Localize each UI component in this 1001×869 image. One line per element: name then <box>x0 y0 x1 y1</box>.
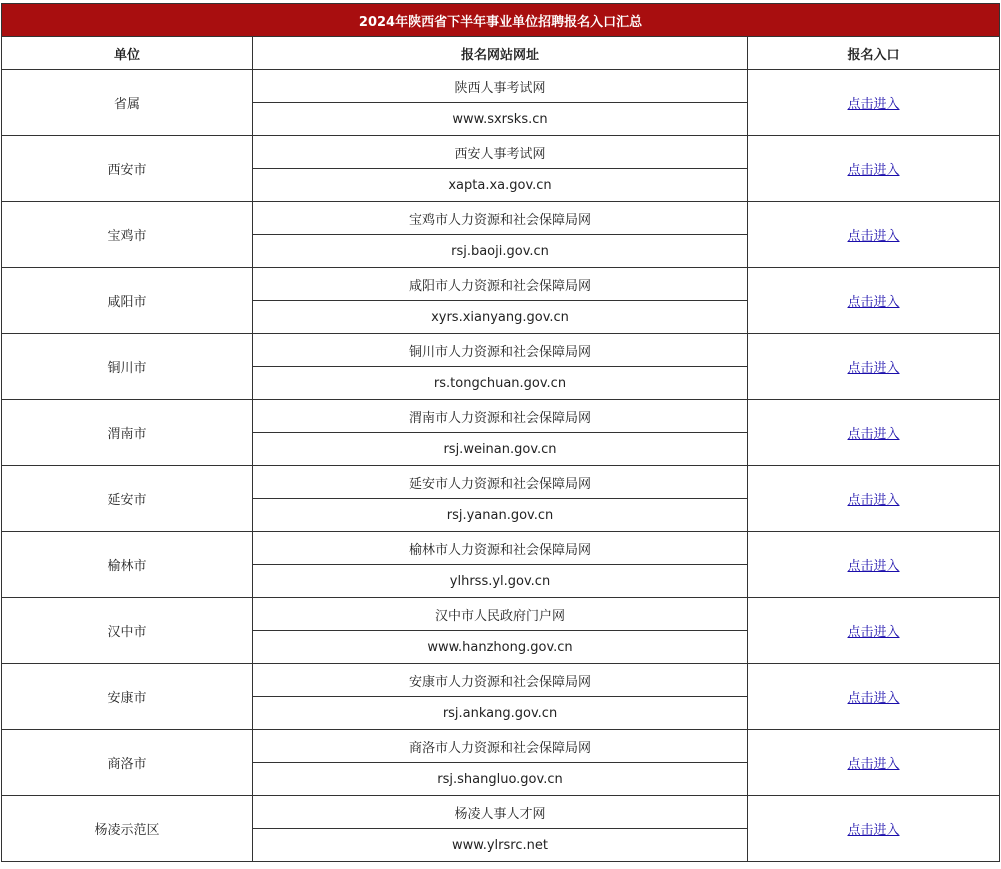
header-unit: 单位 <box>2 37 253 70</box>
unit-cell: 榆林市 <box>2 532 253 598</box>
site-name-cell: 陕西人事考试网 <box>253 70 748 103</box>
entry-link[interactable]: 点击进入 <box>847 229 900 244</box>
unit-cell: 商洛市 <box>2 730 253 796</box>
title-row <box>2 4 1000 37</box>
entry-cell <box>748 532 1000 598</box>
entry-link[interactable]: 点击进入 <box>847 427 900 442</box>
unit-cell: 安康市 <box>2 664 253 730</box>
table-row <box>2 796 1000 829</box>
site-url-cell: rsj.ankang.gov.cn <box>253 697 748 730</box>
entry-link[interactable]: 点击进入 <box>847 97 900 112</box>
site-name-cell: 汉中市人民政府门户网 <box>253 598 748 631</box>
entry-link[interactable]: 点击进入 <box>847 691 900 706</box>
unit-cell: 省属 <box>2 70 253 136</box>
site-name-cell: 铜川市人力资源和社会保障局网 <box>253 334 748 367</box>
site-name-cell: 安康市人力资源和社会保障局网 <box>253 664 748 697</box>
unit-cell: 汉中市 <box>2 598 253 664</box>
site-name-cell: 西安人事考试网 <box>253 136 748 169</box>
table-row <box>2 466 1000 499</box>
entry-cell <box>748 796 1000 862</box>
table-row <box>2 532 1000 565</box>
table-row <box>2 598 1000 631</box>
entry-cell <box>748 730 1000 796</box>
unit-cell: 铜川市 <box>2 334 253 400</box>
site-name-cell: 宝鸡市人力资源和社会保障局网 <box>253 202 748 235</box>
site-name-cell: 渭南市人力资源和社会保障局网 <box>253 400 748 433</box>
table-row <box>2 400 1000 433</box>
entry-cell <box>748 136 1000 202</box>
entry-cell <box>748 334 1000 400</box>
registration-table <box>1 3 1000 862</box>
unit-cell: 杨凌示范区 <box>2 796 253 862</box>
table-row <box>2 202 1000 235</box>
entry-link[interactable]: 点击进入 <box>847 493 900 508</box>
entry-cell <box>748 400 1000 466</box>
table-row <box>2 136 1000 169</box>
entry-link[interactable]: 点击进入 <box>847 163 900 178</box>
entry-cell <box>748 268 1000 334</box>
header-row <box>2 37 1000 70</box>
table-row <box>2 730 1000 763</box>
table-body <box>2 70 1000 862</box>
site-url-cell: ylhrss.yl.gov.cn <box>253 565 748 598</box>
unit-cell: 咸阳市 <box>2 268 253 334</box>
table-row <box>2 268 1000 301</box>
site-url-cell: www.ylrsrc.net <box>253 829 748 862</box>
site-name-cell: 杨凌人事人才网 <box>253 796 748 829</box>
site-url-cell: www.hanzhong.gov.cn <box>253 631 748 664</box>
site-url-cell: rs.tongchuan.gov.cn <box>253 367 748 400</box>
entry-link[interactable]: 点击进入 <box>847 361 900 376</box>
table-row <box>2 334 1000 367</box>
entry-cell <box>748 598 1000 664</box>
site-url-cell: www.sxrsks.cn <box>253 103 748 136</box>
entry-cell <box>748 202 1000 268</box>
site-url-cell: rsj.baoji.gov.cn <box>253 235 748 268</box>
table-title: 2024年陕西省下半年事业单位招聘报名入口汇总 <box>2 4 1000 37</box>
header-entry: 报名入口 <box>748 37 1000 70</box>
site-name-cell: 咸阳市人力资源和社会保障局网 <box>253 268 748 301</box>
entry-link[interactable]: 点击进入 <box>847 625 900 640</box>
entry-link[interactable]: 点击进入 <box>847 757 900 772</box>
site-url-cell: xapta.xa.gov.cn <box>253 169 748 202</box>
site-url-cell: rsj.yanan.gov.cn <box>253 499 748 532</box>
unit-cell: 延安市 <box>2 466 253 532</box>
unit-cell: 渭南市 <box>2 400 253 466</box>
unit-cell: 宝鸡市 <box>2 202 253 268</box>
site-url-cell: rsj.weinan.gov.cn <box>253 433 748 466</box>
site-name-cell: 延安市人力资源和社会保障局网 <box>253 466 748 499</box>
table-row <box>2 70 1000 103</box>
table-row <box>2 664 1000 697</box>
unit-cell: 西安市 <box>2 136 253 202</box>
entry-cell <box>748 466 1000 532</box>
site-url-cell: rsj.shangluo.gov.cn <box>253 763 748 796</box>
site-url-cell: xyrs.xianyang.gov.cn <box>253 301 748 334</box>
entry-link[interactable]: 点击进入 <box>847 559 900 574</box>
entry-link[interactable]: 点击进入 <box>847 823 900 838</box>
site-name-cell: 榆林市人力资源和社会保障局网 <box>253 532 748 565</box>
site-name-cell: 商洛市人力资源和社会保障局网 <box>253 730 748 763</box>
header-site: 报名网站网址 <box>253 37 748 70</box>
entry-cell <box>748 664 1000 730</box>
entry-link[interactable]: 点击进入 <box>847 295 900 310</box>
entry-cell <box>748 70 1000 136</box>
